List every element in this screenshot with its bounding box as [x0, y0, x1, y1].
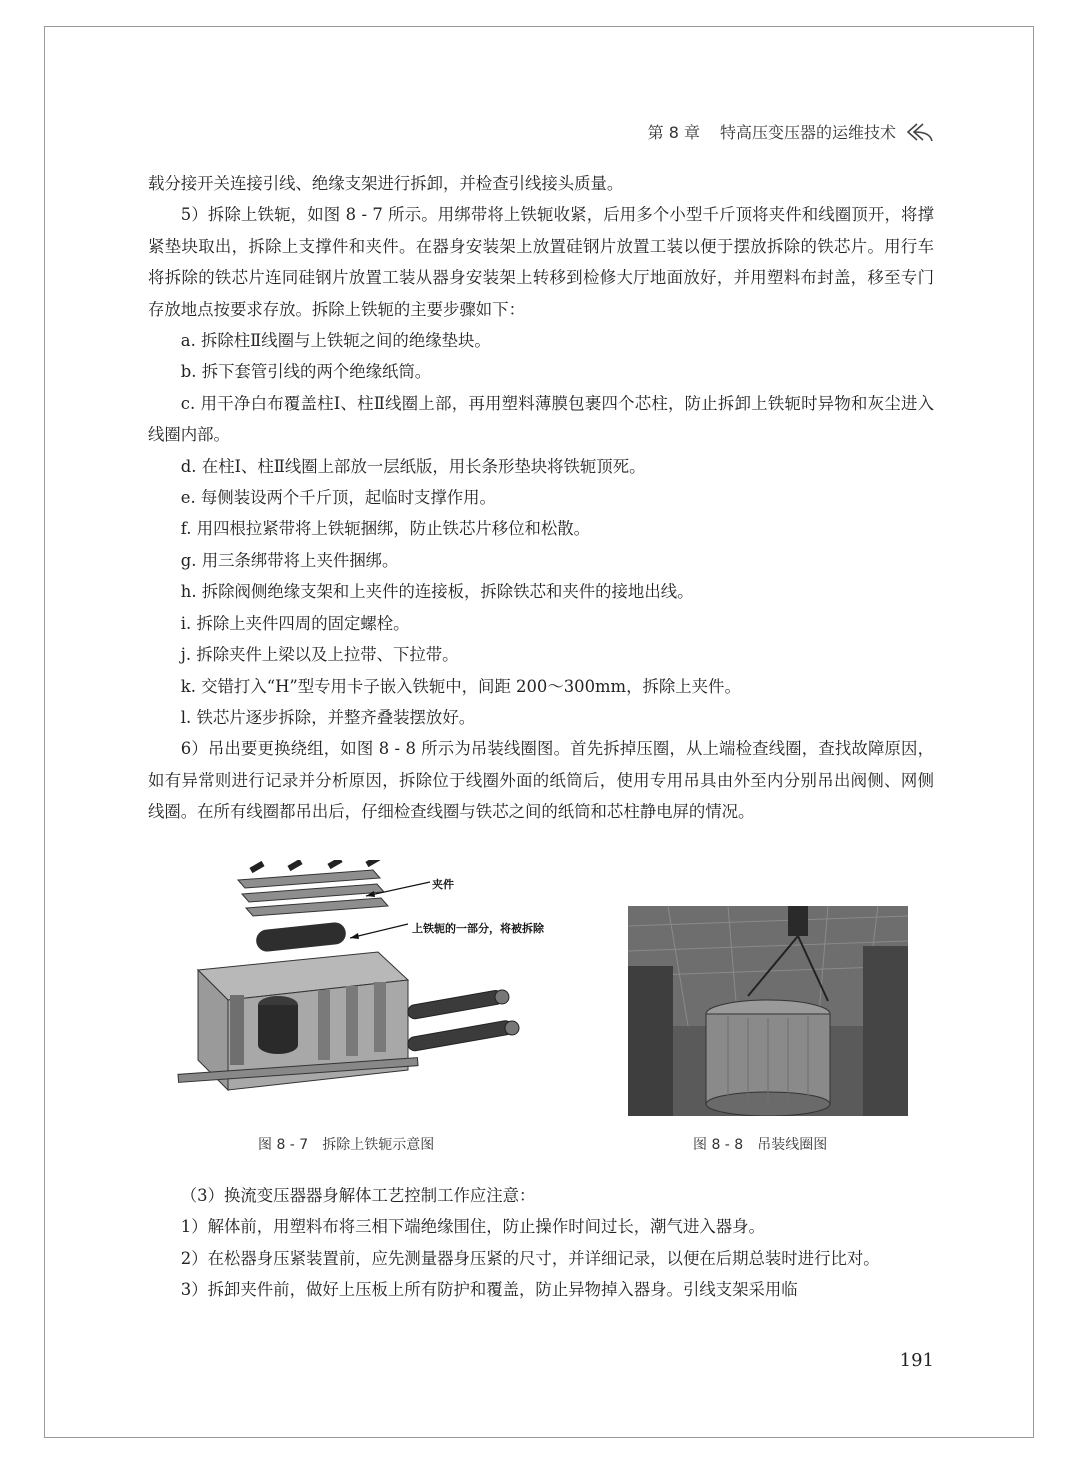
double-back-arrow-icon [904, 121, 934, 143]
paragraph: 5）拆除上铁轭，如图 8 - 7 所示。用绑带将上铁轭收紧，后用多个小型千斤顶将夹件和线圈顶开，将撑紧垫块取出，拆除上支撑件和夹件。在器身安装架上放置硅钢片放置工装以便于摆放拆除的铁芯片。用行车将拆除的铁芯片连同硅钢片放置工装从器身安装架上转移到检修大厅地面放好，并用塑料布封盖，移至专门存放地点按要求存放。拆除上铁轭的主要步骤如下： [148, 205, 934, 319]
transformer-yoke-illustration [168, 860, 538, 1100]
list-item: l. 铁芯片逐步拆除，并整齐叠装摆放好。 [180, 707, 476, 727]
chapter-number: 第 8 章 [647, 123, 700, 142]
list-item: g. 用三条绑带将上夹件捆绑。 [180, 550, 399, 570]
list-item: k. 交错打入“H”型专用卡子嵌入铁轭中，间距 200～300mm，拆除上夹件。 [180, 676, 741, 696]
list-item: h. 拆除阀侧绝缘支架和上夹件的连接板，拆除铁芯和夹件的接地出线。 [180, 582, 694, 602]
chapter-title: 特高压变压器的运维技术 [719, 123, 896, 142]
callout-clamp: 夹件 [432, 878, 454, 891]
paragraph: 载分接开关连接引线、绝缘支架进行拆卸，并检查引线接头质量。 [148, 174, 624, 193]
list-item: a. 拆除柱Ⅱ线圈与上铁轭之间的绝缘垫块。 [180, 331, 491, 351]
list-item: c. 用干净白布覆盖柱Ⅰ、柱Ⅱ线圈上部，再用塑料薄膜包裹四个芯柱，防止拆卸上铁轭时异物和灰尘进入线圈内部。 [148, 393, 934, 445]
running-header [648, 120, 934, 143]
list-item: f. 用四根拉紧带将上铁轭捆绑，防止铁芯片移位和松散。 [180, 519, 591, 539]
paragraph: 6）吊出要更换绕组，如图 8 - 8 所示为吊装线圈图。首先拆掉压圈，从上端检查线圈，查找故障原因，如有异常则进行记录并分析原因，拆除位于线圈外面的纸筒后，使用专用吊具由外至内分别吊出阀侧、网侧线圈。在所有线圈都吊出后，仔细检查线圈与铁芯之间的纸筒和芯柱静电屏的情况。 [148, 739, 934, 822]
figure-caption: 图 8 - 7 拆除上铁轭示意图 [258, 1137, 435, 1153]
paragraph: 3）拆卸夹件前，做好上压板上所有防护和覆盖，防止异物掉入器身。引线支架采用临 [180, 1280, 798, 1300]
list-item: i. 拆除上夹件四周的固定螺栓。 [180, 613, 410, 633]
list-item: j. 拆除夹件上梁以及上拉带、下拉带。 [180, 645, 459, 665]
paragraph: （3）换流变压器器身解体工艺控制工作应注意： [180, 1186, 536, 1205]
body-text-bottom [148, 1180, 934, 1306]
coil-lifting-photo [628, 906, 908, 1116]
list-item: e. 每侧装设两个千斤顶，起临时支撑作用。 [180, 488, 496, 508]
paragraph: 2）在松器身压紧装置前，应先测量器身压紧的尺寸，并详细记录，以便在后期总装时进行比对。 [180, 1248, 880, 1268]
body-text-top [148, 168, 934, 828]
figures-row [148, 860, 934, 1160]
callout-upper-yoke: 上铁轭的一部分，将被拆除 [412, 922, 544, 935]
figure-caption: 图 8 - 8 吊装线圈图 [693, 1137, 828, 1153]
list-item: d. 在柱Ⅰ、柱Ⅱ线圈上部放一层纸版，用长条形垫块将铁轭顶死。 [180, 456, 646, 476]
page-number: 191 [899, 1350, 934, 1371]
list-item: b. 拆下套管引线的两个绝缘纸筒。 [180, 362, 432, 382]
paragraph: 1）解体前，用塑料布将三相下端绝缘围住，防止操作时间过长，潮气进入器身。 [180, 1217, 765, 1237]
